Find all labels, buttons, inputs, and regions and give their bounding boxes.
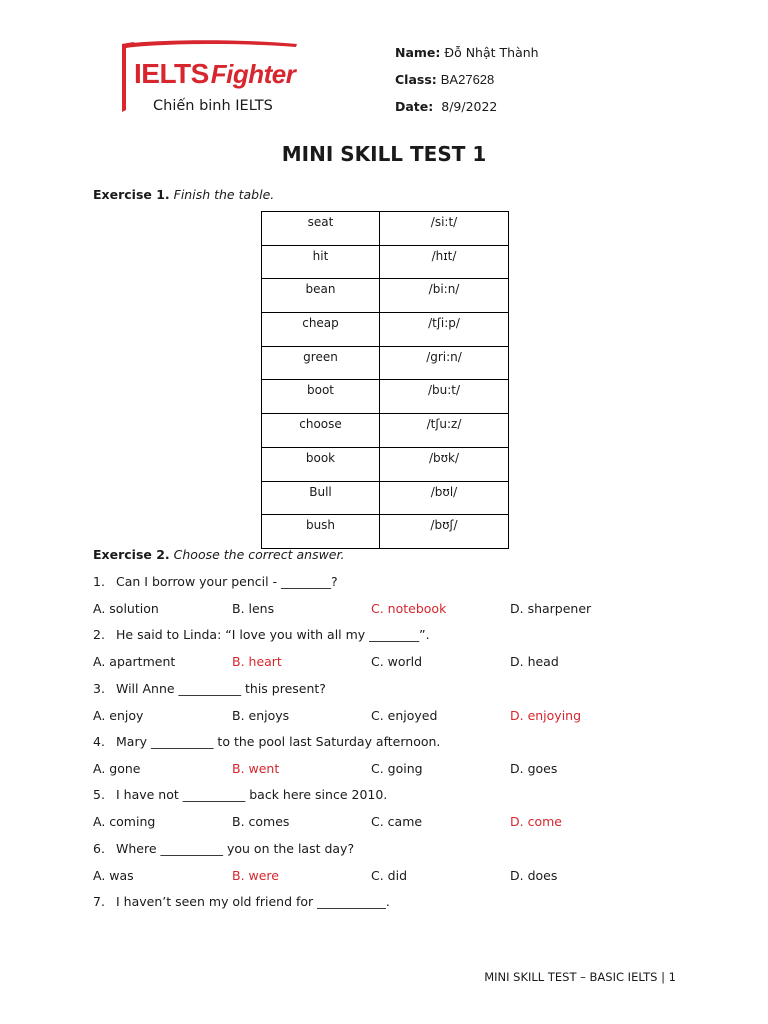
phonetics-table [261,211,509,549]
date-value: 8/9/2022 [441,99,498,114]
date-label: Date: [395,99,434,114]
table-row [262,515,509,549]
answer-option[interactable]: C. world [371,654,423,670]
answer-option[interactable]: A. gone [93,760,141,776]
answer-option[interactable]: C. did [371,867,408,883]
question-number: 7. [93,893,105,909]
question-number: 4. [93,733,105,749]
page-title: MINI SKILL TEST 1 [281,142,487,166]
answer-option[interactable]: B. lens [232,601,275,616]
word-cell: Bull [262,481,380,515]
answer-option-selected[interactable]: B. were [232,867,279,883]
exercise1-instruction: Finish the table. [173,187,275,202]
ipa-cell: /tʃi:p/ [380,313,509,347]
question-prompt: He said to Linda: “I love you with all my ________”. [116,627,430,643]
answer-option[interactable]: D. head [510,654,559,670]
question-number: 1. [93,574,105,589]
table-row [262,212,509,246]
question-text [93,574,338,589]
student-name-line [395,45,539,60]
ipa-cell: /bu:t/ [380,380,509,414]
table-row [262,245,509,279]
answer-option-selected[interactable]: B. heart [232,654,282,670]
table-row [262,414,509,448]
answer-option[interactable]: A. enjoy [93,707,144,723]
word-cell: bean [262,279,380,313]
ipa-cell: /si:t/ [380,212,509,246]
answer-option[interactable]: C. came [371,814,423,830]
word-cell: choose [262,414,380,448]
word-cell: hit [262,245,380,279]
question-prompt: Where __________ you on the last day? [116,840,355,856]
question-text [93,841,354,856]
logo-tagline: Chiến binh IELTS [153,98,273,114]
exercise2-instruction: Choose the correct answer. [173,547,345,562]
word-cell: bush [262,515,380,549]
question-number: 2. [93,627,105,643]
table-row [262,447,509,481]
exercise2-heading [93,547,344,562]
answer-option[interactable]: A. apartment [93,654,176,670]
question-prompt: I haven’t seen my old friend for ___________. [116,893,390,909]
table-row [262,481,509,515]
name-label: Name: [395,45,441,60]
table-row [262,313,509,347]
question-prompt: I have not __________ back here since 2010. [116,787,388,803]
table-row [262,279,509,313]
question-text [93,894,390,909]
question-text [93,681,326,696]
answer-option[interactable]: C. going [371,760,423,776]
question-prompt: Can I borrow your pencil - ________? [116,574,338,589]
ielts-fighter-logo [112,38,312,122]
class-line [395,72,494,87]
question-text [93,787,387,802]
logo-wordmark: IELTSFighter [134,58,296,89]
answer-option[interactable]: D. goes [510,760,558,776]
answer-option[interactable]: D. sharpener [510,601,592,616]
word-cell: boot [262,380,380,414]
ipa-cell: /tʃu:z/ [380,414,509,448]
ipa-cell: /bʊk/ [380,447,509,481]
question-prompt: Mary __________ to the pool last Saturday afternoon. [116,733,441,749]
answer-option[interactable]: B. enjoys [232,707,290,723]
table-row [262,346,509,380]
name-value: Đỗ Nhật Thành [444,45,539,60]
ipa-cell: /hɪt/ [380,245,509,279]
answer-option-selected[interactable]: C. notebook [371,601,447,616]
ipa-cell: /gri:n/ [380,346,509,380]
class-value: BA27628 [440,72,495,87]
question-prompt: Will Anne __________ this present? [116,680,326,696]
question-number: 6. [93,840,105,856]
exercise1-label: Exercise 1. [93,187,170,202]
answer-option[interactable]: B. comes [232,814,290,830]
word-cell: seat [262,212,380,246]
date-line [395,99,497,114]
answer-option[interactable]: A. coming [93,814,156,830]
answer-option-selected[interactable]: B. went [232,760,280,776]
table-row [262,380,509,414]
word-cell: book [262,447,380,481]
ipa-cell: /bi:n/ [380,279,509,313]
word-cell: cheap [262,313,380,347]
exercise1-heading [93,187,274,202]
page-footer: MINI SKILL TEST – BASIC IELTS | 1 [484,970,676,984]
answer-option[interactable]: D. does [510,867,558,883]
answer-option[interactable]: A. solution [93,601,159,616]
answer-option[interactable]: C. enjoyed [371,707,438,723]
question-text [93,627,430,642]
exercise2-label: Exercise 2. [93,547,170,562]
ipa-cell: /bʊl/ [380,481,509,515]
question-number: 5. [93,787,105,803]
ipa-cell: /bʊʃ/ [380,515,509,549]
class-label: Class: [395,72,437,87]
question-number: 3. [93,680,105,696]
answer-option[interactable]: A. was [93,867,134,883]
question-text [93,734,440,749]
answer-option-selected[interactable]: D. enjoying [510,707,582,723]
answer-option-selected[interactable]: D. come [510,814,562,830]
word-cell: green [262,346,380,380]
